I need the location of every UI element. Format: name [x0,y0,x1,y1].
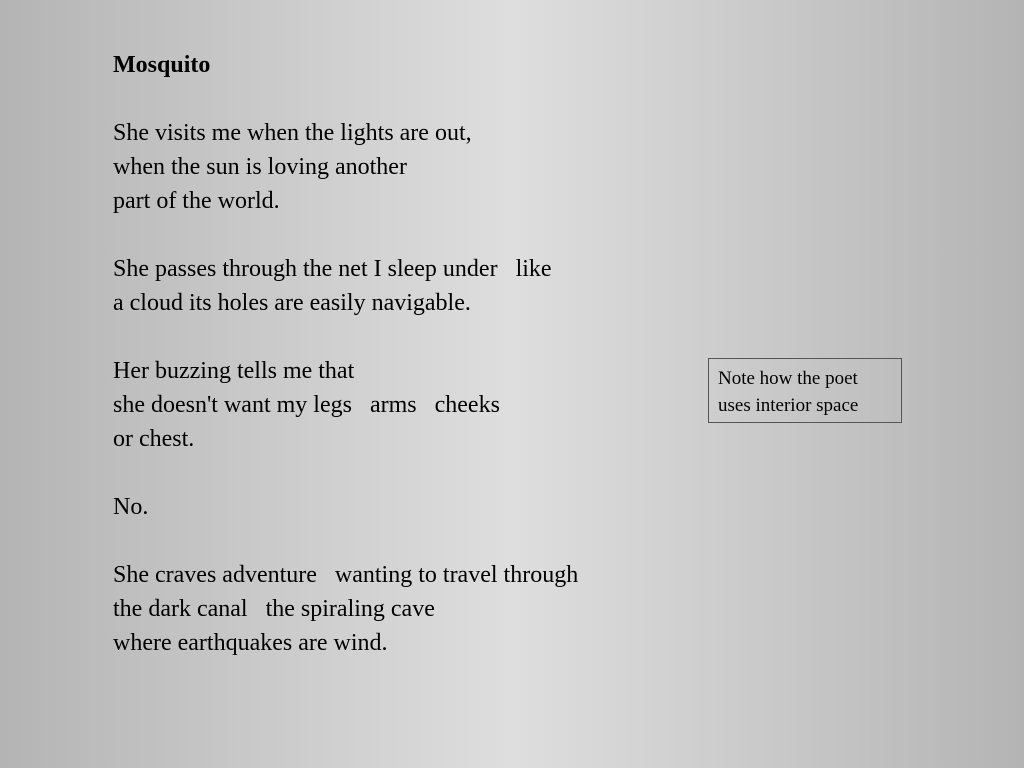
stanza-4 [113,490,713,524]
note-line: uses interior space [718,395,859,416]
poem-line: Her buzzing tells me that [113,358,355,384]
poem-line: part of the world. [113,188,280,214]
poem-line: or chest. [113,426,195,452]
stanza-3 [113,354,713,456]
poem-line: She passes through the net I sleep under like [113,256,552,282]
poem-line: She craves adventure wanting to travel through [113,562,579,588]
poem-line: No. [113,494,149,520]
poem-line: She visits me when the lights are out, [113,120,472,146]
note-line: Note how the poet [718,368,858,389]
poem [113,48,713,660]
poem-line: a cloud its holes are easily navigable. [113,290,471,316]
poem-line: where earthquakes are wind. [113,630,388,656]
poem-line: the dark canal the spiraling cave [113,596,435,622]
stanza-1 [113,116,713,218]
poem-line: she doesn't want my legs arms cheeks [113,392,500,418]
stanza-5 [113,558,713,660]
annotation-note-box [708,358,902,423]
poem-title: Mosquito [113,52,211,78]
poem-line: when the sun is loving another [113,154,407,180]
stanza-2 [113,252,713,320]
